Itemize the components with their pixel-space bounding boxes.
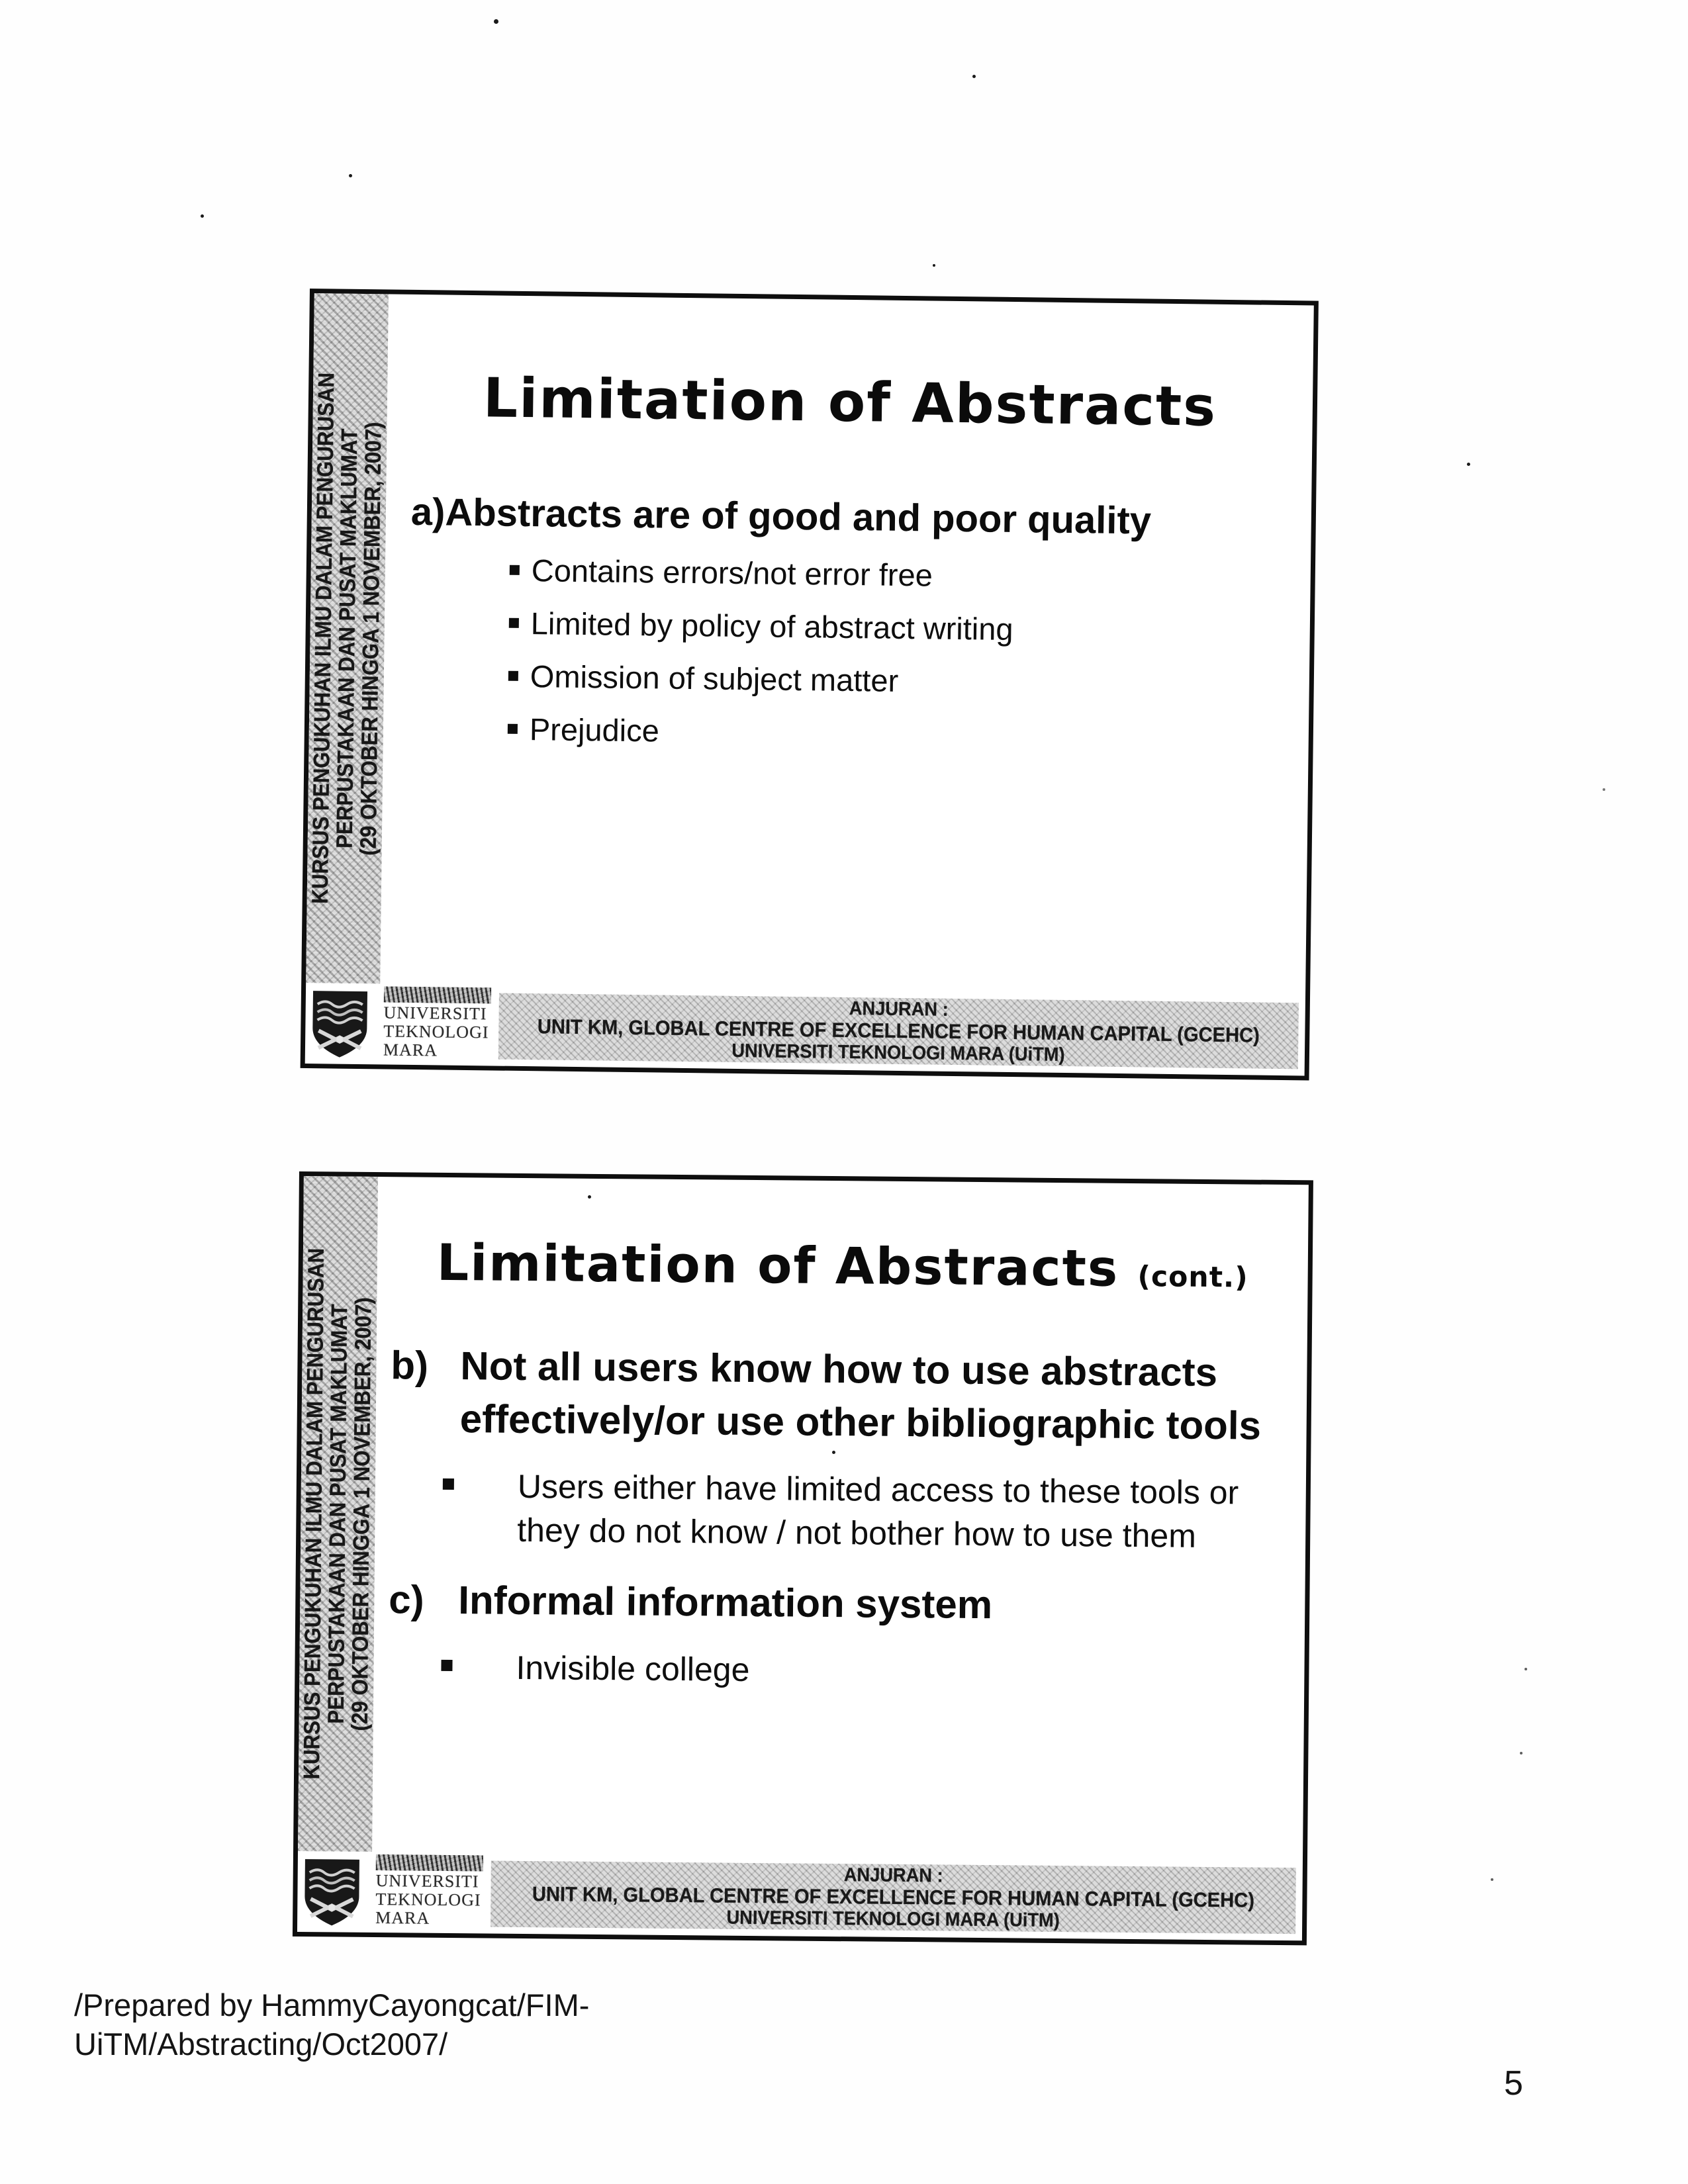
square-bullet-icon bbox=[509, 618, 519, 628]
list-item bbox=[509, 606, 1311, 651]
univ-line-2: TEKNOLOGI bbox=[383, 1021, 489, 1042]
item-b-text: Not all users know how to use abstracts effectively/or use other bibliographic tools bbox=[459, 1343, 1262, 1448]
slide-1-content bbox=[380, 294, 1314, 995]
sidebar-line-2: PERPUSTAKAAN DAN PUSAT MAKLUMAT bbox=[332, 428, 363, 849]
anjuran-line-1: ANJURAN : bbox=[849, 998, 949, 1021]
scan-dot bbox=[972, 75, 976, 78]
university-name-block bbox=[377, 983, 495, 1066]
slide-2-sidebar-rotated-text bbox=[298, 1176, 378, 1852]
slide-2-title-suffix: (cont.) bbox=[1137, 1260, 1248, 1295]
university-name-block bbox=[369, 1852, 487, 1934]
scan-dot bbox=[1603, 788, 1605, 791]
square-bullet-icon bbox=[441, 1660, 452, 1671]
slide-1-bullet-list bbox=[508, 553, 1311, 756]
uitm-logo bbox=[297, 1851, 369, 1933]
univ-line-1: UNIVERSITI bbox=[375, 1871, 479, 1891]
item-b-label: b) bbox=[391, 1343, 429, 1388]
slide-2-item-b bbox=[390, 1339, 1280, 1453]
slide-2-footer bbox=[297, 1851, 1303, 1940]
bullet-text: Prejudice bbox=[529, 711, 660, 749]
uitm-logo bbox=[305, 983, 377, 1064]
slide-2-item-c bbox=[389, 1573, 1279, 1634]
slide-2-item-b-bullet bbox=[442, 1464, 1266, 1559]
prepared-by-line-2: UiTM/Abstracting/Oct2007/ bbox=[74, 2026, 448, 2062]
square-bullet-icon bbox=[508, 671, 518, 681]
slide-1-title: Limitation of Abstracts bbox=[483, 367, 1217, 439]
bullet-text: Contains errors/not error free bbox=[531, 553, 933, 593]
scan-dot bbox=[201, 214, 204, 218]
prepared-by-line-1: /Prepared by HammyCayongcat/FIM- bbox=[74, 1987, 590, 2023]
anjuran-line-2: UNIT KM, GLOBAL CENTRE OF EXCELLENCE FOR HUMAN CAPITAL (GCEHC) bbox=[537, 1015, 1260, 1047]
slide-2-sidebar bbox=[298, 1176, 378, 1852]
slide-2-title bbox=[377, 1232, 1308, 1299]
bullet-text: Users either have limited access to these tools or they do not know / not bother how to use them bbox=[517, 1467, 1239, 1555]
item-a-label: a) bbox=[410, 490, 445, 534]
univ-line-3: MARA bbox=[375, 1908, 430, 1928]
slide-1-item-a bbox=[410, 491, 1285, 544]
square-bullet-icon bbox=[510, 565, 520, 575]
square-bullet-icon bbox=[443, 1479, 454, 1490]
list-item bbox=[508, 712, 1309, 756]
scan-dot bbox=[832, 1451, 835, 1454]
scan-dot bbox=[494, 19, 498, 24]
scan-dot bbox=[933, 264, 935, 267]
scan-dot bbox=[1467, 463, 1470, 466]
slide-2 bbox=[293, 1171, 1313, 1945]
list-item bbox=[510, 553, 1311, 598]
slide-1-sidebar bbox=[306, 293, 389, 983]
anjuran-line-2: UNIT KM, GLOBAL CENTRE OF EXCELLENCE FOR HUMAN CAPITAL (GCEHC) bbox=[532, 1882, 1255, 1912]
list-item bbox=[508, 659, 1310, 704]
sidebar-line-3: (29 OKTOBER HINGGA 1 NOVEMBER, 2007) bbox=[347, 1297, 377, 1731]
anjuran-banner bbox=[498, 993, 1299, 1069]
bullet-text: Limited by policy of abstract writing bbox=[530, 606, 1013, 647]
slide-2-item-c-bullet bbox=[441, 1645, 1265, 1696]
logo-calligraphy-texture bbox=[376, 1854, 483, 1871]
sidebar-line-1: KURSUS PENGUKUHAN ILMU DALAM PENGURUSAN bbox=[307, 372, 340, 904]
logo-calligraphy-texture bbox=[384, 986, 491, 1003]
scan-dot bbox=[1524, 1668, 1527, 1670]
slide-1-footer bbox=[305, 983, 1305, 1075]
uitm-shield-icon bbox=[303, 1858, 361, 1927]
sidebar-line-3: (29 OKTOBER HINGGA 1 NOVEMBER, 2007) bbox=[355, 422, 387, 856]
prepared-by-note bbox=[74, 1985, 589, 2064]
item-a-text: Abstracts are of good and poor quality bbox=[445, 490, 1152, 543]
sidebar-line-1: KURSUS PENGUKUHAN ILMU DALAM PENGURUSAN bbox=[299, 1248, 329, 1780]
page-number: 5 bbox=[1504, 2064, 1523, 2103]
slide-2-content bbox=[372, 1177, 1309, 1860]
scan-dot bbox=[1520, 1752, 1523, 1754]
scan-dot bbox=[588, 1195, 591, 1199]
scan-dot bbox=[349, 174, 352, 177]
bullet-text: Omission of subject matter bbox=[530, 659, 899, 698]
anjuran-line-3: UNIVERSITI TEKNOLOGI MARA (UiTM) bbox=[731, 1040, 1065, 1066]
univ-line-3: MARA bbox=[383, 1040, 438, 1060]
square-bullet-icon bbox=[508, 724, 518, 734]
univ-line-2: TEKNOLOGI bbox=[375, 1889, 481, 1910]
sidebar-line-2: PERPUSTAKAAN DAN PUSAT MAKLUMAT bbox=[323, 1304, 353, 1724]
slide-1 bbox=[301, 289, 1319, 1081]
uitm-shield-icon bbox=[310, 989, 369, 1059]
item-c-text: Informal information system bbox=[458, 1578, 993, 1627]
anjuran-line-1: ANJURAN : bbox=[843, 1864, 943, 1887]
item-c-label: c) bbox=[389, 1577, 425, 1622]
anjuran-banner bbox=[491, 1861, 1296, 1934]
slide-2-title-main: Limitation of Abstracts bbox=[436, 1232, 1119, 1298]
slide-1-sidebar-rotated-text bbox=[306, 293, 389, 983]
univ-line-1: UNIVERSITI bbox=[383, 1003, 487, 1024]
anjuran-line-3: UNIVERSITI TEKNOLOGI MARA (UiTM) bbox=[726, 1907, 1060, 1932]
bullet-text: Invisible college bbox=[516, 1649, 750, 1688]
scan-dot bbox=[1491, 1878, 1493, 1881]
